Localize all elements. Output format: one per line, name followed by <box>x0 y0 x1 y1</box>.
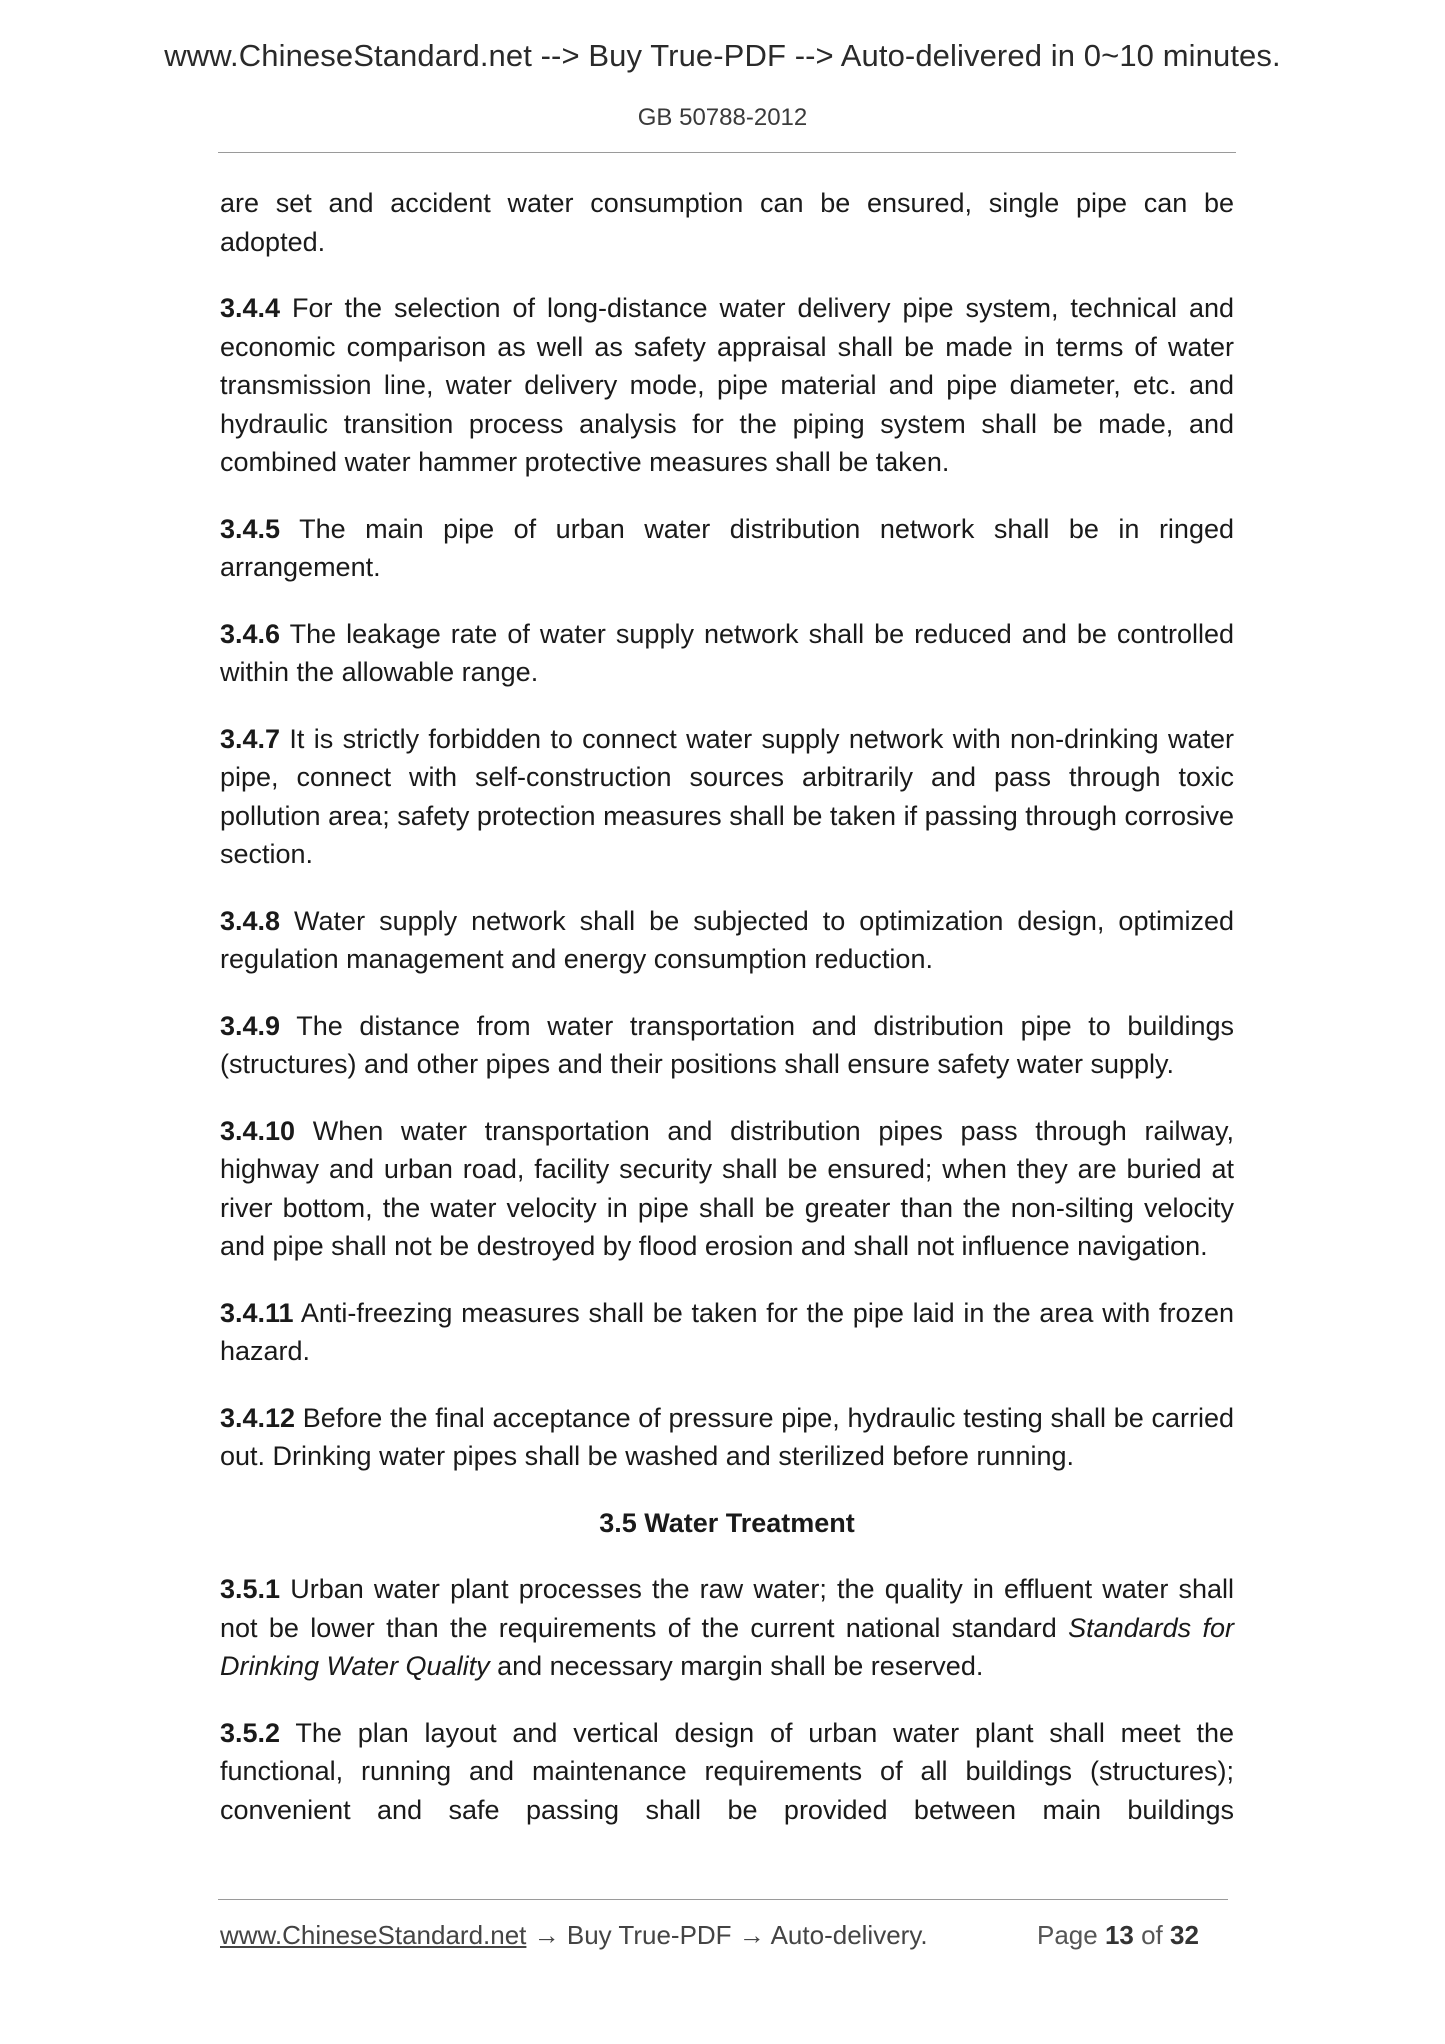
clause-text: The distance from water transportation and distribution pipe to buildings (structures) and other pipes and their positions shall ensure safety water supply. <box>220 1010 1234 1079</box>
clause-3-4-5 <box>220 510 1234 587</box>
clause-number: 3.4.6 <box>220 618 281 649</box>
arrow-icon: → <box>731 1920 771 1950</box>
clause-number: 3.4.8 <box>220 905 281 936</box>
paragraph-text: are set and accident water consumption can be ensured, single pipe can be adopted. <box>220 188 1234 257</box>
clause-3-5-1 <box>220 1570 1234 1686</box>
clause-number: 3.4.9 <box>220 1010 281 1041</box>
footer-divider <box>218 1899 1228 1900</box>
clause-3-4-6 <box>220 615 1234 692</box>
clause-text: The plan layout and vertical design of urban water plant shall meet the functional, running and maintenance requirements of all buildings (structures); convenient and safe passing shall be provided between main buildings <box>220 1717 1234 1825</box>
clause-number: 3.4.4 <box>220 293 281 323</box>
total-pages: 32 <box>1170 1920 1199 1950</box>
clause-text-end: and necessary margin shall be reserved. <box>489 1651 984 1681</box>
footer-buy-text: Buy True-PDF <box>566 1920 732 1950</box>
clause-number: 3.4.10 <box>220 1115 296 1146</box>
clause-number: 3.4.5 <box>220 513 281 544</box>
clause-number: 3.4.12 <box>220 1402 296 1433</box>
paragraph-continuation <box>220 184 1234 261</box>
clause-number: 3.4.7 <box>220 723 281 754</box>
clause-text: For the selection of long-distance water delivery pipe system, technical and economic comparison as well as safety appraisal shall be made in terms of water transmission line, water delivery mode, pipe material and pipe diameter, etc. and hydraulic transition process analysis for the piping system shall be made, and combined water hammer protective measures shall be taken. <box>220 293 1234 477</box>
clause-text: Before the final acceptance of pressure pipe, hydraulic testing shall be carried out. Drinking water pipes shall be washed and sterilized before running. <box>220 1402 1234 1471</box>
document-code: GB 50788-2012 <box>637 104 808 131</box>
page-label: Page <box>1037 1920 1105 1950</box>
clause-number: 3.5.2 <box>220 1717 281 1748</box>
clause-number: 3.5.1 <box>220 1574 281 1604</box>
clause-text: The leakage rate of water supply network shall be reduced and be controlled within the allowable range. <box>220 618 1234 687</box>
clause-text: Water supply network shall be subjected to optimization design, optimized regulation management and energy consumption reduction. <box>220 905 1234 974</box>
clause-text: It is strictly forbidden to connect water supply network with non-drinking water pipe, connect with self-construction sources arbitrarily and pass through toxic pollution area; safety protection measures shall be taken if passing through corrosive section. <box>220 723 1234 869</box>
clause-3-4-4 <box>220 289 1234 482</box>
header-divider <box>218 152 1236 153</box>
current-page: 13 <box>1104 1920 1134 1950</box>
clause-3-5-2 <box>220 1714 1234 1830</box>
page-of: of <box>1133 1920 1171 1950</box>
clause-text: Urban water plant processes the raw water; the quality in effluent water shall not be lower than the requirements of the current national standard <box>220 1574 1234 1643</box>
clause-3-4-12 <box>220 1399 1234 1476</box>
standard-title: Standards for Drinking Water Quality <box>220 1612 1234 1681</box>
clause-3-4-7 <box>220 720 1234 874</box>
clause-3-4-11 <box>220 1294 1234 1371</box>
page-indicator <box>1037 1920 1199 1951</box>
clause-3-4-8 <box>220 902 1234 979</box>
footer-auto-text: Auto-delivery. <box>770 1920 928 1950</box>
clause-3-4-9 <box>220 1007 1234 1084</box>
clause-text: The main pipe of urban water distribution network shall be in ringed arrangement. <box>220 513 1234 582</box>
footer-site-link[interactable]: www.ChineseStandard.net <box>220 1920 527 1950</box>
section-title: 3.5 Water Treatment <box>599 1507 855 1538</box>
top-banner: www.ChineseStandard.net --> Buy True-PDF --> Auto-delivered in 0~10 minutes. <box>164 38 1281 73</box>
page-content <box>220 184 1234 1857</box>
footer-links <box>220 1920 928 1951</box>
clause-text: Anti-freezing measures shall be taken for the pipe laid in the area with frozen hazard. <box>220 1297 1234 1366</box>
clause-3-4-10 <box>220 1112 1234 1266</box>
arrow-icon: → <box>526 1920 567 1950</box>
clause-number: 3.4.11 <box>220 1297 294 1328</box>
clause-text: When water transportation and distribution pipes pass through railway, highway and urban road, facility security shall be ensured; when they are buried at river bottom, the water velocity in pipe shall be greater than the non-silting velocity and pipe shall not be destroyed by flood erosion and shall not influence navigation. <box>220 1115 1234 1261</box>
